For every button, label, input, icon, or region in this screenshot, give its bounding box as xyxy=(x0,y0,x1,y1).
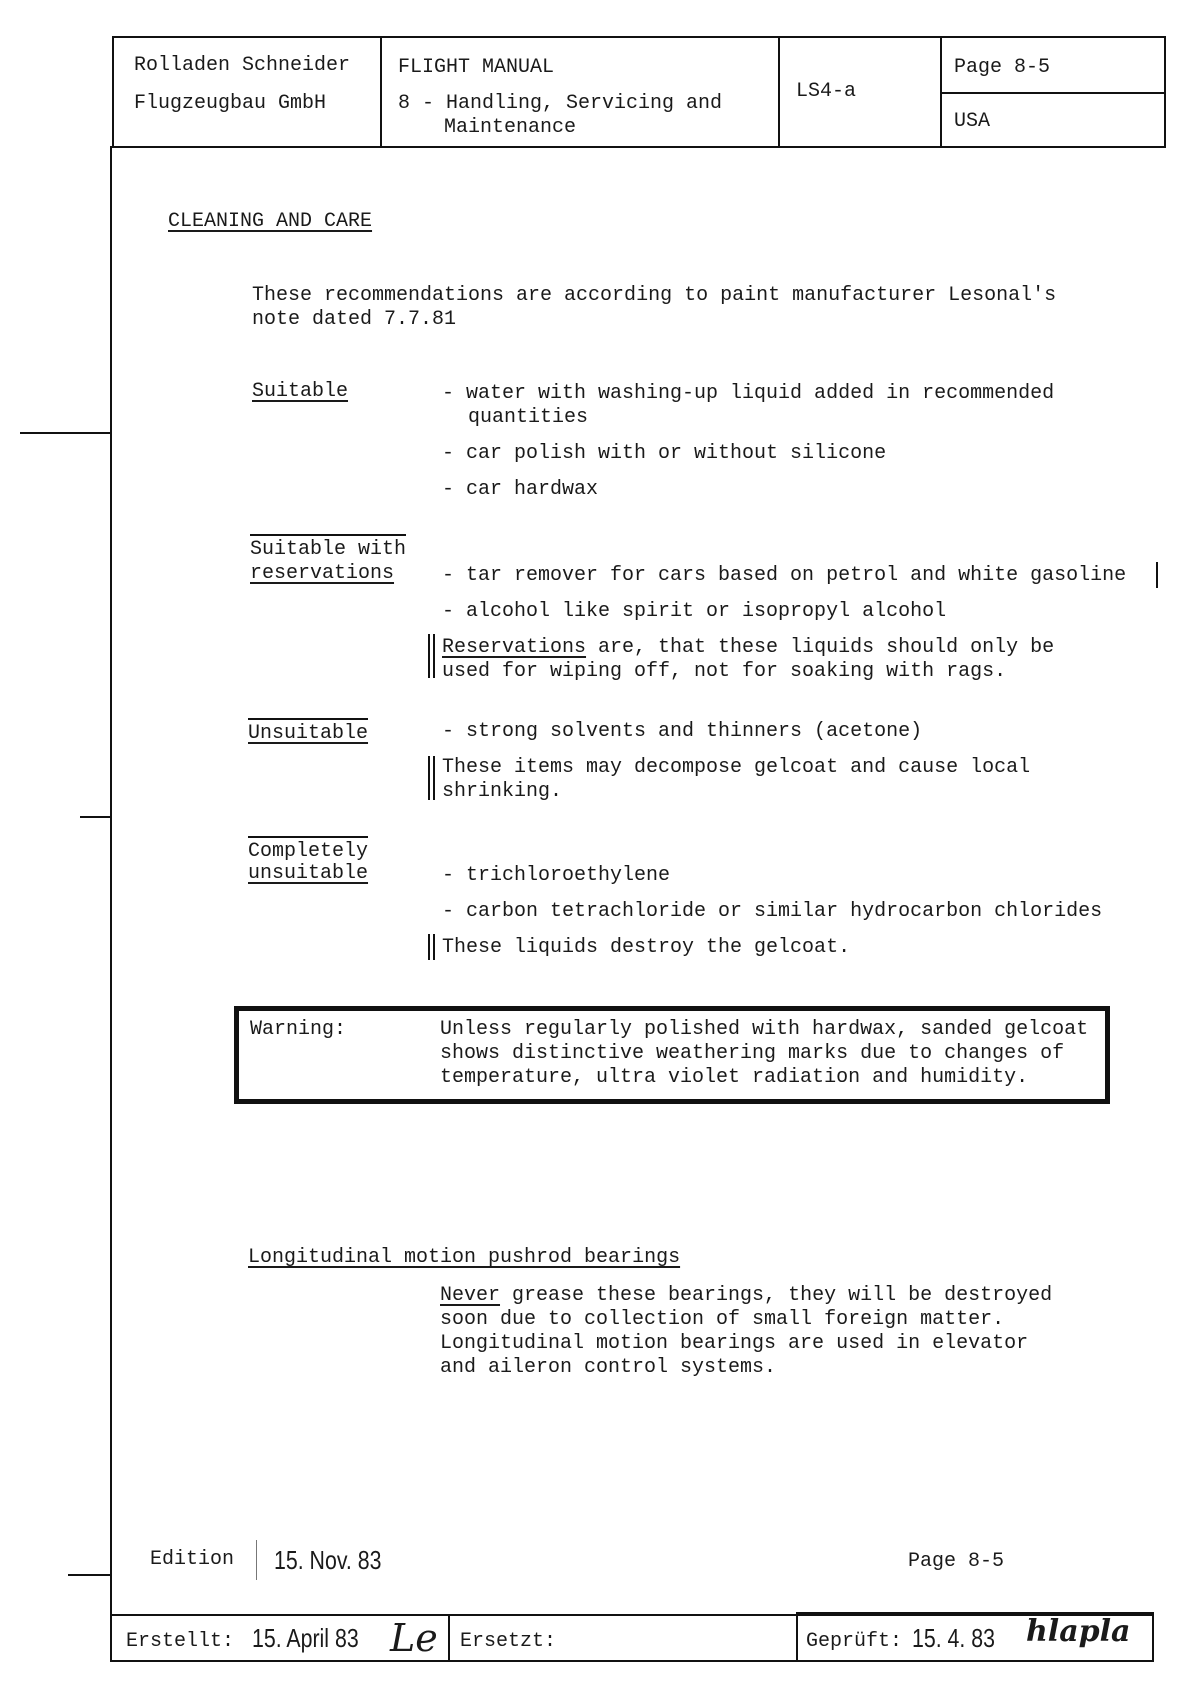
list-item: quantities xyxy=(468,406,589,429)
bearings-keyword: Never xyxy=(440,1284,501,1307)
checked-date: 15. 4. 83 xyxy=(912,1623,995,1653)
completely-unsuitable-label-cont: unsuitable xyxy=(248,862,369,885)
bearings-title: Longitudinal motion pushrod bearings xyxy=(248,1246,681,1269)
change-bar xyxy=(1156,562,1158,588)
warning-label: Warning: xyxy=(250,1018,347,1041)
bearings-text-cont: Longitudinal motion bearings are used in elevator xyxy=(440,1332,1029,1355)
edition-divider xyxy=(256,1540,257,1580)
suitable-label: Suitable xyxy=(252,380,349,403)
list-item: - water with washing-up liquid added in recommended xyxy=(442,382,1055,405)
header-page-number: Page 8-5 xyxy=(954,56,1051,79)
section-title: CLEANING AND CARE xyxy=(168,210,373,233)
aircraft-model: LS4-a xyxy=(796,80,857,103)
completely-unsuitable-label: Completely xyxy=(248,836,368,864)
list-item: - carbon tetrachloride or similar hydrocarbon chlorides xyxy=(442,900,1103,923)
bearings-text-cont: and aileron control systems. xyxy=(440,1356,777,1379)
created-initials: Le xyxy=(390,1616,438,1660)
footer-divider xyxy=(796,1614,798,1662)
warning-text-cont: temperature, ultra violet radiation and humidity. xyxy=(440,1066,1029,1089)
chapter-title-cont: Maintenance xyxy=(444,116,577,139)
list-item: - tar remover for cars based on petrol and white gasoline xyxy=(442,564,1127,587)
list-item: - trichloroethylene xyxy=(442,864,671,887)
footer-page-number: Page 8-5 xyxy=(908,1550,1005,1573)
chapter-title: 8 - Handling, Servicing and xyxy=(398,92,723,115)
left-border xyxy=(110,146,112,1622)
reservations-note-cont: used for wiping off, not for soaking with rags. xyxy=(442,660,1007,683)
change-bar xyxy=(428,934,435,960)
list-item: - alcohol like spirit or isopropyl alcohol xyxy=(442,600,947,623)
reservations-note xyxy=(442,636,1054,660)
created-label: Erstellt: xyxy=(126,1630,235,1653)
unsuitable-label: Unsuitable xyxy=(248,718,368,746)
margin-tick xyxy=(80,816,110,818)
unsuitable-note-cont: shrinking. xyxy=(442,780,563,803)
company-suffix: Flugzeugbau GmbH xyxy=(134,92,327,115)
checked-signature: hlapla xyxy=(1026,1614,1131,1649)
reservations-label: Suitable with xyxy=(250,534,406,562)
intro-text: These recommendations are according to paint manufacturer Lesonal's xyxy=(252,284,1057,307)
bearings-text xyxy=(440,1284,1052,1308)
replaced-label: Ersetzt: xyxy=(460,1630,557,1653)
change-bar xyxy=(428,634,435,678)
company-name: Rolladen Schneider xyxy=(134,54,351,77)
reservations-note-text: are, that these liquids should only be xyxy=(586,636,1055,659)
edition-date: 15. Nov. 83 xyxy=(274,1545,382,1575)
list-item: - car polish with or without silicone xyxy=(442,442,887,465)
checked-label: Geprüft: xyxy=(806,1630,903,1653)
reservations-note-keyword: Reservations xyxy=(442,636,587,659)
reservations-label-cont: reservations xyxy=(250,562,395,585)
bearings-text-rest: grease these bearings, they will be destroyed xyxy=(500,1284,1053,1307)
warning-text-cont: shows distinctive weathering marks due to changes of xyxy=(440,1042,1065,1065)
created-date: 15. April 83 xyxy=(252,1623,359,1653)
change-bar xyxy=(428,756,435,800)
header-region: USA xyxy=(954,110,991,133)
manual-title: FLIGHT MANUAL xyxy=(398,56,555,79)
footer-divider xyxy=(448,1614,450,1662)
warning-text: Unless regularly polished with hardwax, sanded gelcoat xyxy=(440,1018,1089,1041)
bearings-text-cont: soon due to collection of small foreign matter. xyxy=(440,1308,1005,1331)
margin-tick xyxy=(68,1574,110,1576)
unsuitable-note: These items may decompose gelcoat and cause local xyxy=(442,756,1031,779)
completely-unsuitable-note: These liquids destroy the gelcoat. xyxy=(442,936,851,959)
intro-text-cont: note dated 7.7.81 xyxy=(252,308,457,331)
margin-tick xyxy=(20,432,110,434)
list-item: - car hardwax xyxy=(442,478,599,501)
edition-label: Edition xyxy=(150,1548,235,1571)
list-item: - strong solvents and thinners (acetone) xyxy=(442,720,923,743)
